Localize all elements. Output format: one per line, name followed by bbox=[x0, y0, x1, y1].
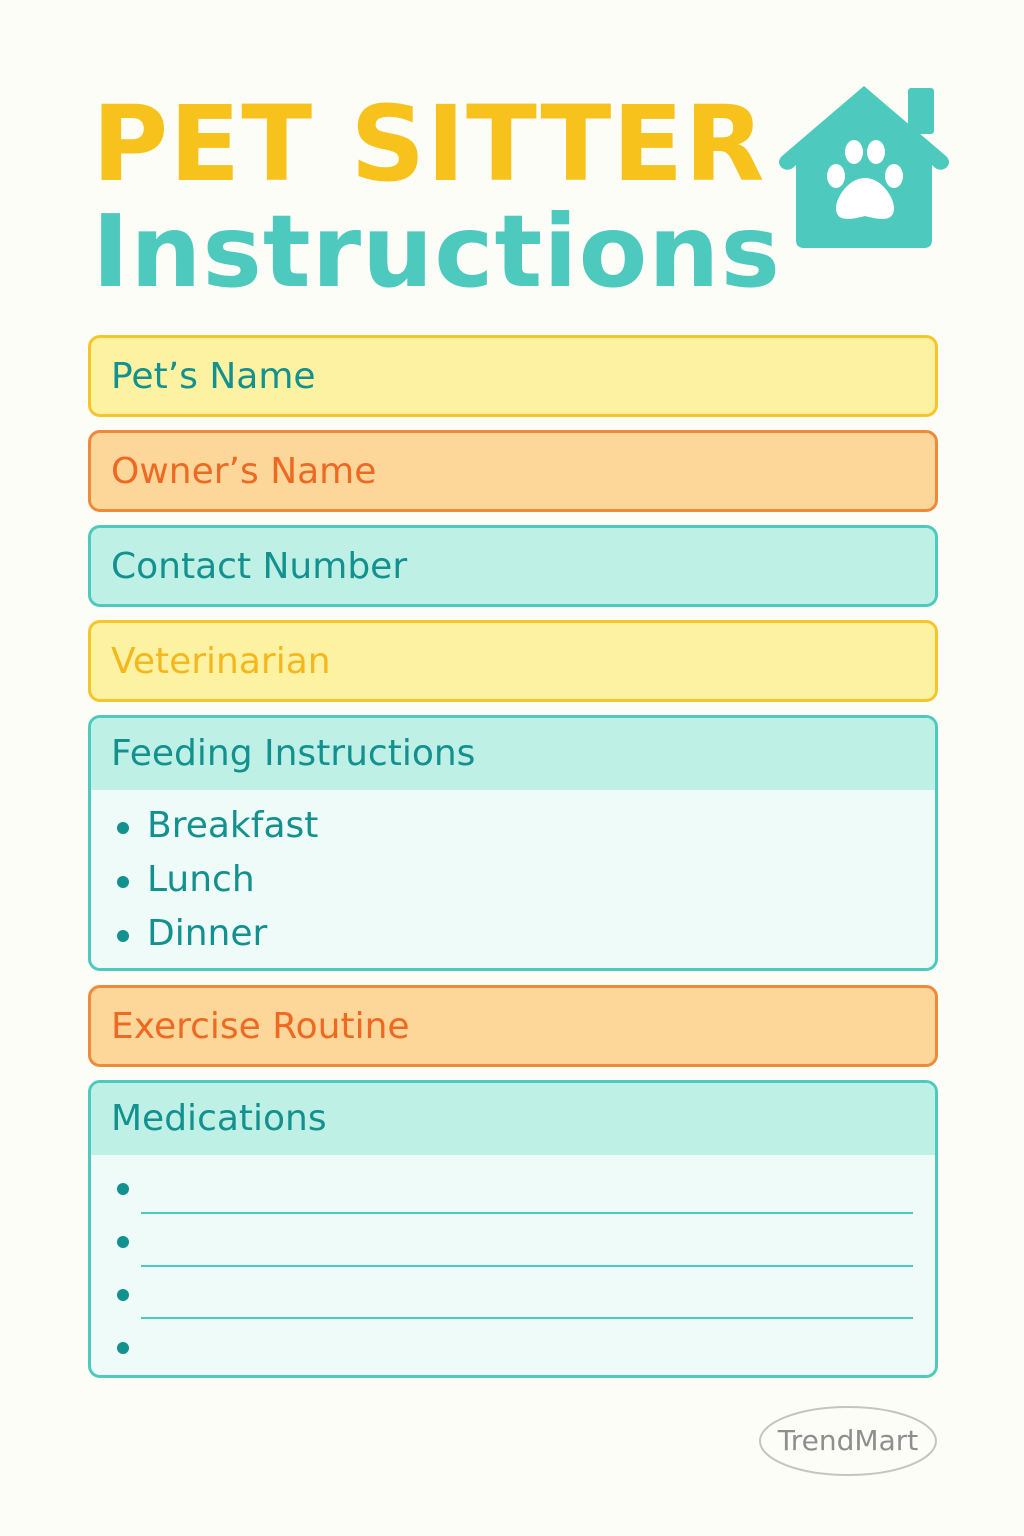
exercise-routine-field[interactable] bbox=[88, 985, 938, 1067]
feeding-instructions-header bbox=[91, 718, 935, 790]
page-title-line1: PET SITTER bbox=[92, 83, 766, 205]
bullet-icon bbox=[117, 822, 129, 834]
medication-line-1[interactable] bbox=[141, 1212, 913, 1214]
owners-name-label: Owner’s Name bbox=[111, 451, 377, 492]
bullet-icon bbox=[117, 876, 129, 888]
feeding-instructions-title: Feeding Instructions bbox=[111, 733, 476, 774]
bullet-icon bbox=[117, 1342, 129, 1354]
veterinarian-label: Veterinarian bbox=[111, 641, 331, 682]
page-title-line2: Instructions bbox=[92, 193, 782, 310]
pets-name-label: Pet’s Name bbox=[111, 356, 316, 397]
feeding-item-breakfast[interactable] bbox=[113, 802, 913, 852]
veterinarian-field[interactable] bbox=[88, 620, 938, 702]
contact-number-label: Contact Number bbox=[111, 546, 408, 587]
medications-title: Medications bbox=[111, 1098, 327, 1139]
bullet-icon bbox=[117, 1289, 129, 1301]
bullet-icon bbox=[117, 930, 129, 942]
medication-line-2[interactable] bbox=[141, 1265, 913, 1267]
exercise-routine-label: Exercise Routine bbox=[111, 1006, 410, 1047]
owners-name-field[interactable] bbox=[88, 430, 938, 512]
medication-line-3[interactable] bbox=[141, 1317, 913, 1319]
medications-panel bbox=[88, 1080, 938, 1378]
house-with-paw-icon bbox=[776, 80, 952, 252]
pets-name-field[interactable] bbox=[88, 335, 938, 417]
feeding-instructions-panel bbox=[88, 715, 938, 971]
feeding-item-label: Breakfast bbox=[147, 805, 319, 846]
watermark-text: TrendMart bbox=[777, 1424, 919, 1457]
trendmart-watermark bbox=[758, 1405, 938, 1477]
feeding-item-lunch[interactable] bbox=[113, 856, 913, 906]
bullet-icon bbox=[117, 1236, 129, 1248]
bullet-icon bbox=[117, 1183, 129, 1195]
feeding-item-label: Dinner bbox=[147, 913, 268, 954]
contact-number-field[interactable] bbox=[88, 525, 938, 607]
medications-header bbox=[91, 1083, 935, 1155]
feeding-item-label: Lunch bbox=[147, 859, 255, 900]
feeding-item-dinner[interactable] bbox=[113, 910, 913, 960]
